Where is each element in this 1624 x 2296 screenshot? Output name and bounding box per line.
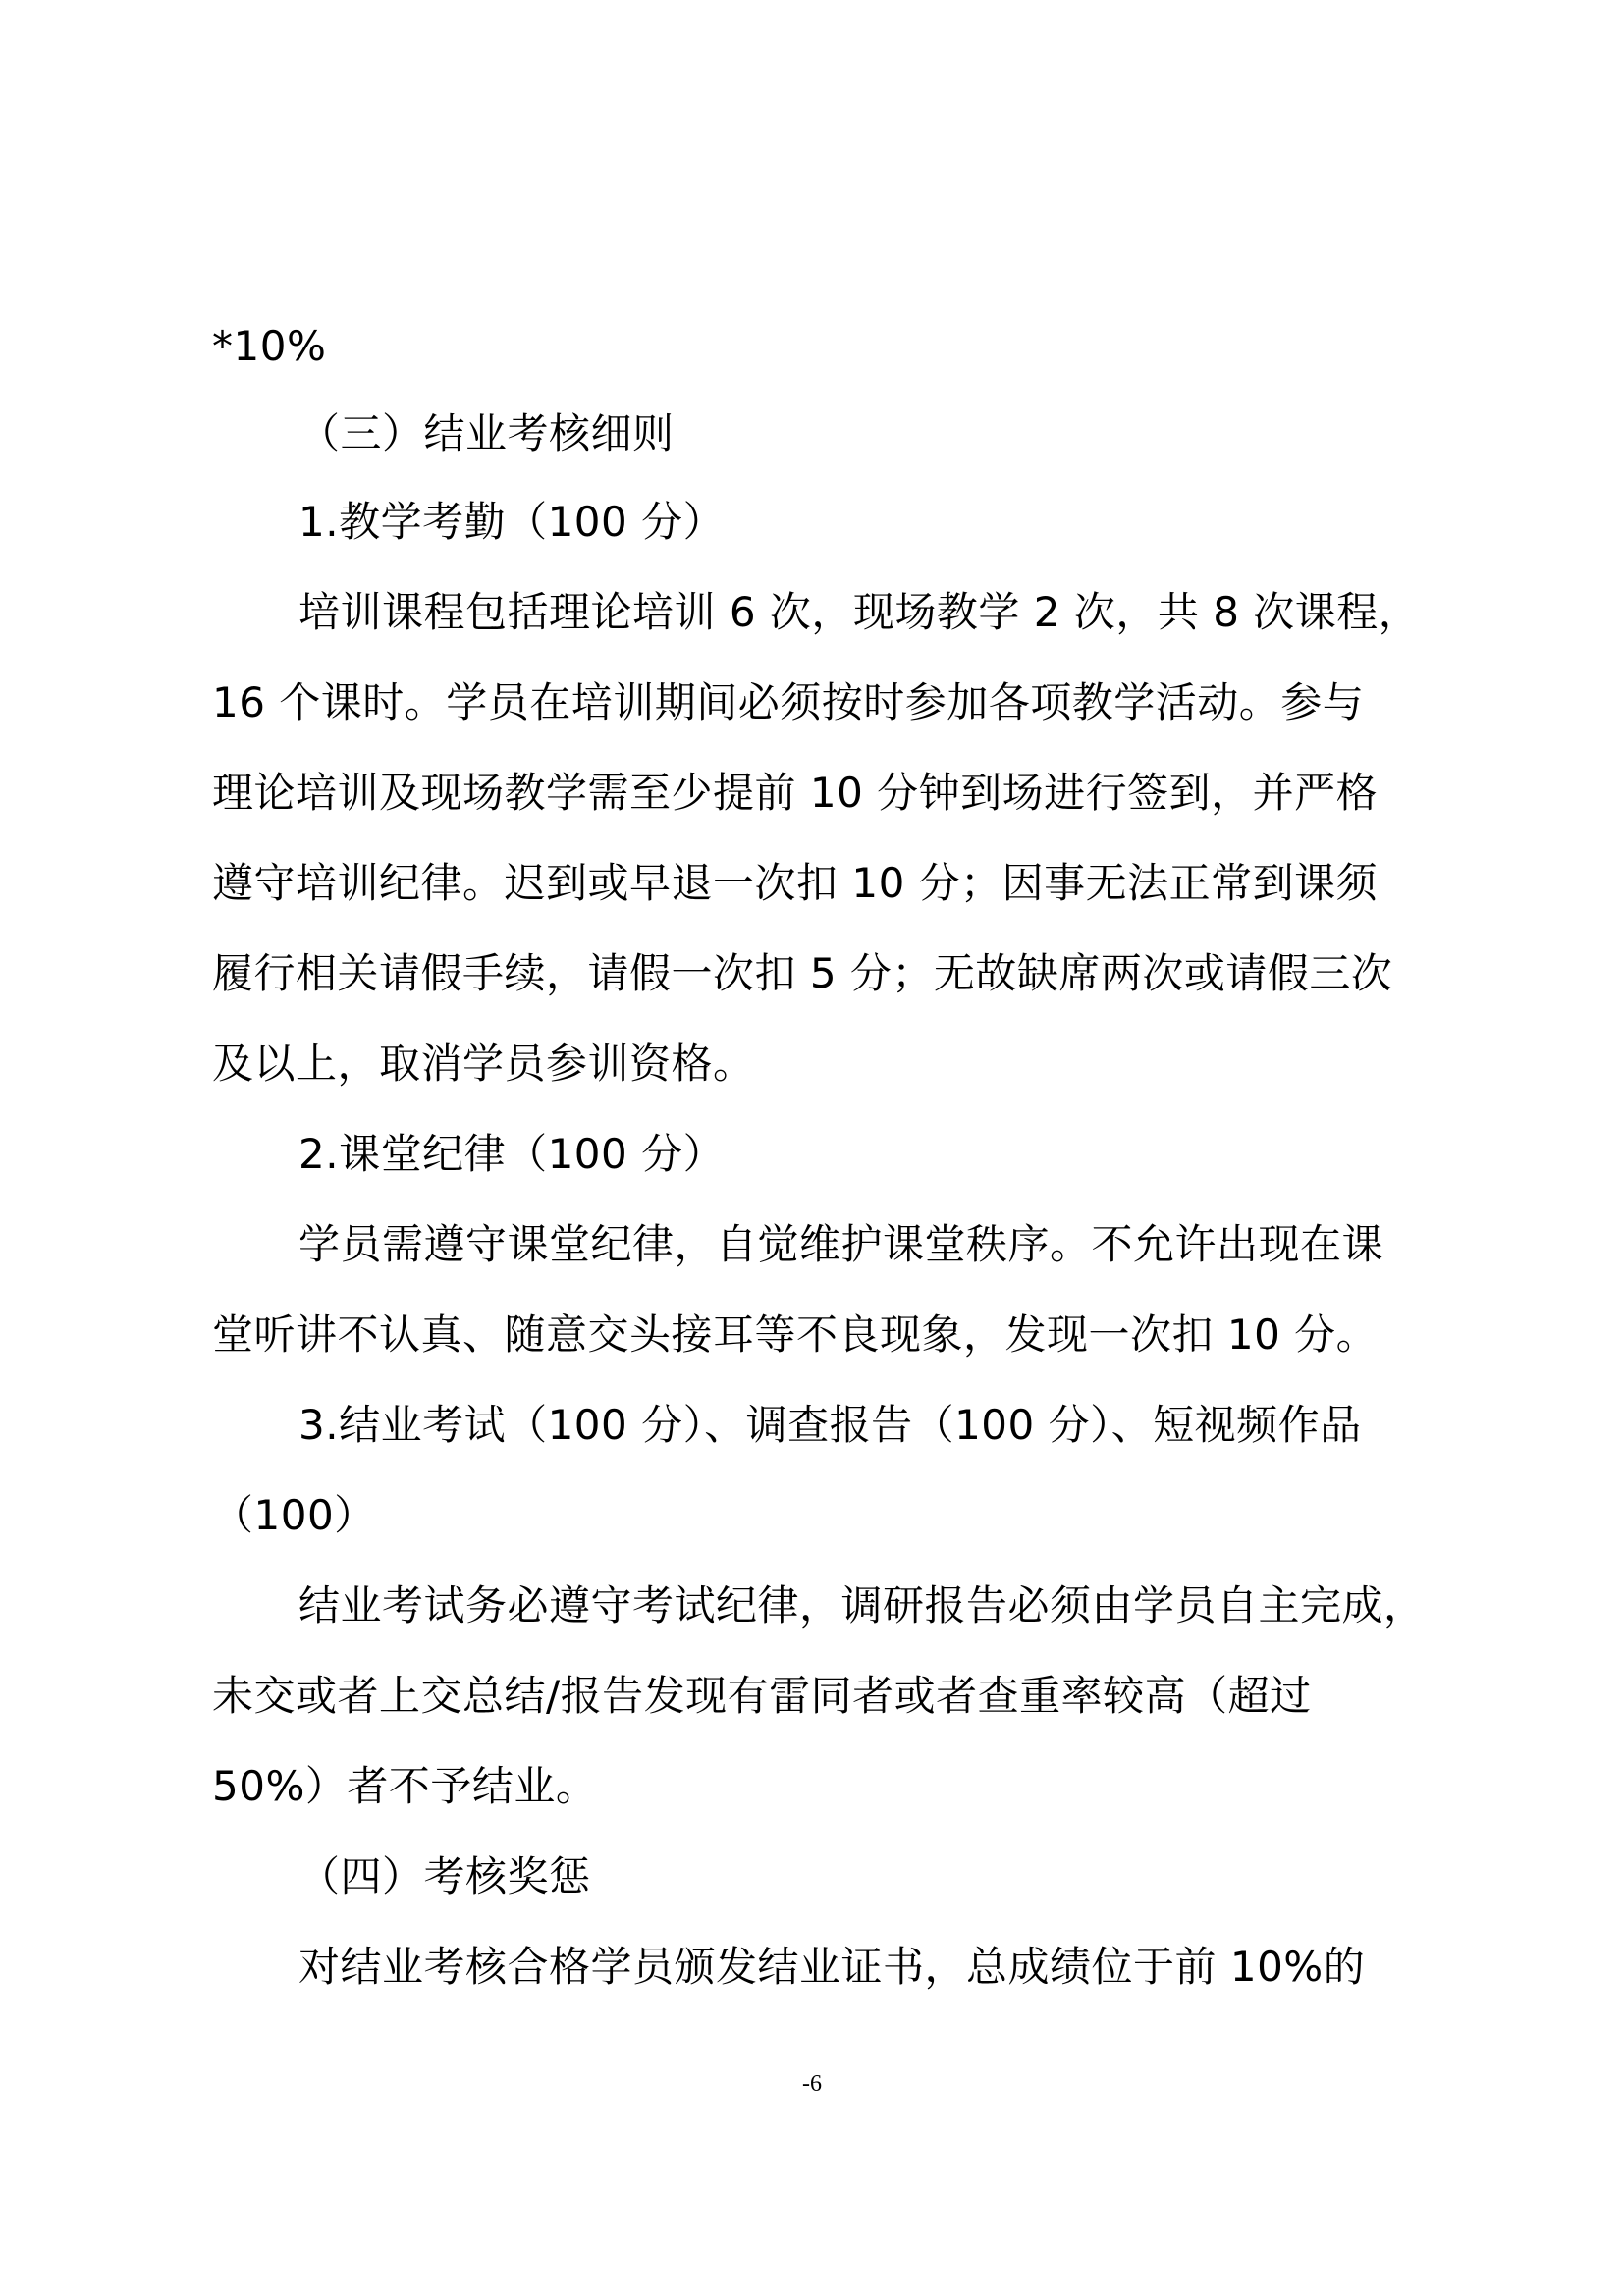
text-line: 遵守培训纪律。迟到或早退一次扣 10 分；因事无法正常到课须 bbox=[212, 859, 1379, 907]
subsection-heading: 3.结业考试（100 分）、调查报告（100 分）、短视频作品 bbox=[298, 1401, 1362, 1449]
text-line: 及以上，取消学员参训资格。 bbox=[212, 1040, 755, 1088]
text-line: 未交或者上交总结/报告发现有雷同者或者查重率较高（超过 bbox=[212, 1672, 1312, 1720]
text-line: 50%）者不予结业。 bbox=[212, 1762, 598, 1810]
text-line: 理论培训及现场教学需至少提前 10 分钟到场进行签到，并严格 bbox=[212, 769, 1379, 817]
section-heading: （三）结业考核细则 bbox=[298, 409, 675, 457]
text-line: 对结业考核合格学员颁发结业证书，总成绩位于前 10%的 bbox=[298, 1943, 1366, 1991]
text-line: 16 个课时。学员在培训期间必须按时参加各项教学活动。参与 bbox=[212, 678, 1365, 726]
page-number: -6 bbox=[802, 2071, 822, 2097]
section-heading: （四）考核奖惩 bbox=[298, 1852, 591, 1900]
subsection-heading: 2.课堂纪律（100 分） bbox=[298, 1130, 726, 1178]
subsection-heading: 1.教学考勤（100 分） bbox=[298, 498, 726, 546]
text-line: （100） bbox=[212, 1491, 376, 1539]
text-line: 培训课程包括理论培训 6 次，现场教学 2 次，共 8 次课程， bbox=[298, 588, 1421, 636]
text-line: 结业考试务必遵守考试纪律，调研报告必须由学员自主完成， bbox=[298, 1581, 1426, 1629]
text-line: *10% bbox=[212, 322, 327, 370]
text-line: 堂听讲不认真、随意交头接耳等不良现象，发现一次扣 10 分。 bbox=[212, 1310, 1379, 1359]
text-line: 学员需遵守课堂纪律，自觉维护课堂秩序。不允许出现在课 bbox=[298, 1220, 1384, 1268]
text-line: 履行相关请假手续，请假一次扣 5 分；无故缺席两次或请假三次 bbox=[212, 949, 1393, 997]
